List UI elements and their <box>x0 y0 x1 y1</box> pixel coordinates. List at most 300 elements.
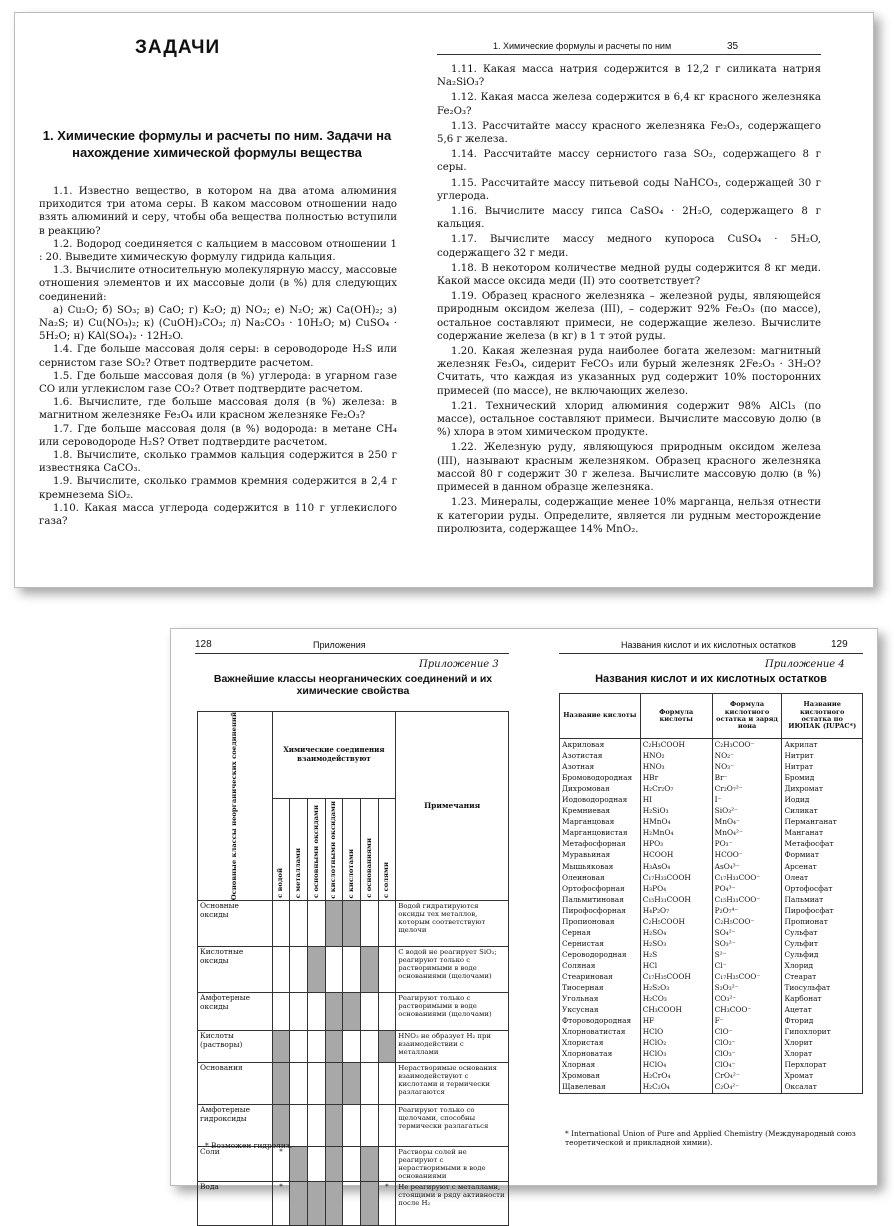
shaded-cell <box>290 1182 308 1226</box>
shaded-cell <box>343 993 361 1031</box>
acid-name: Тиосерная <box>560 982 641 993</box>
anion-name: Фторид <box>782 1015 863 1026</box>
table-row <box>560 805 863 816</box>
acid-name: Сероводородная <box>560 949 641 960</box>
problems-column-right <box>437 63 821 538</box>
page-number: 35 <box>727 41 739 52</box>
empty-cell <box>272 901 290 947</box>
anion-formula: S₂O₃²⁻ <box>712 982 782 993</box>
problem-paragraph: 1.4. Где больше массовая доля серы: в сероводороде H₂S или сернистом газе SO₂? Ответ подтвердите расчетом. <box>39 344 397 369</box>
acid-formula: H₂S₂O₃ <box>640 982 712 993</box>
problem-paragraph: 1.15. Рассчитайте массу питьевой соды NaHCO₃, содержащей 30 г углерода. <box>437 177 821 202</box>
acid-formula: HMnO₄ <box>640 816 712 827</box>
problem-paragraph: 1.10. Какая масса углерода содержится в 110 г углекислого газа? <box>39 502 397 528</box>
table-row <box>560 894 863 905</box>
acid-formula: HCl <box>640 960 712 971</box>
left-page-128 <box>171 629 525 1208</box>
empty-cell <box>272 947 290 993</box>
shaded-cell <box>343 1063 361 1105</box>
row-name: Основания <box>198 1063 273 1105</box>
anion-name: Пропионат <box>782 916 863 927</box>
sub-header-cell <box>325 798 343 901</box>
corner-header: Основные классы неорганических соединений <box>230 712 239 901</box>
acid-formula: HF <box>640 1015 712 1026</box>
acid-name: Стеариновая <box>560 971 641 982</box>
acid-formula: H₂SO₄ <box>640 927 712 938</box>
acid-name: Олеиновая <box>560 872 641 883</box>
problem-paragraph: 1.5. Где больше массовая доля (в %) углерода: в угарном газе CO или углекислом газе CO₂? Ответ подтвердите расчетом. <box>39 370 397 396</box>
anion-formula: C₁₇H₃₃COO⁻ <box>712 872 782 883</box>
anion-formula: NO₃⁻ <box>712 761 782 772</box>
acid-formula: C₁₇H₃₅COOH <box>640 971 712 982</box>
empty-cell <box>343 947 361 993</box>
sub-header-label: с основными оксидами <box>311 805 320 899</box>
classes-table-body <box>198 901 509 1226</box>
acid-formula: H₂Cr₂O₇ <box>640 783 712 794</box>
empty-cell <box>378 993 396 1031</box>
empty-cell <box>290 993 308 1031</box>
table-row <box>198 901 509 947</box>
empty-cell <box>378 1147 396 1182</box>
acid-formula: HBr <box>640 772 712 783</box>
problem-paragraph: 1.22. Железную руду, являющуюся природным оксидом железа (III), называют красным железняком. Образец красного железняка массой 80 г содержит 30 г железа. Вычислите массовую долю (в %) примесей в данном образце железняка. <box>437 442 821 494</box>
shaded-cell <box>325 1182 343 1226</box>
anion-name: Хлорат <box>782 1048 863 1059</box>
table-row <box>560 761 863 772</box>
problem-paragraph: 1.18. В некотором количестве медной руды содержится 8 кг меди. Какой массе оксида меди (II) это соответствует? <box>437 262 821 288</box>
acid-formula: HCOOH <box>640 849 712 860</box>
table-row <box>560 1026 863 1037</box>
acid-formula: HI <box>640 794 712 805</box>
anion-name: Перхлорат <box>782 1059 863 1070</box>
acids-table-body <box>560 739 863 1094</box>
empty-cell <box>378 901 396 947</box>
shaded-cell <box>343 901 361 947</box>
acid-formula: H₂S <box>640 949 712 960</box>
empty-cell: * <box>272 1182 290 1226</box>
sub-header-cell <box>272 798 290 901</box>
anion-name: Сульфит <box>782 938 863 949</box>
column-header: Формула кислотного остатка и заряд иона <box>712 694 782 739</box>
table-row <box>198 1031 509 1063</box>
table-row <box>560 739 863 751</box>
anion-formula: PO₃⁻ <box>712 838 782 849</box>
empty-cell <box>290 1063 308 1105</box>
anion-formula: C₁₇H₃₅COO⁻ <box>712 971 782 982</box>
anion-formula: S²⁻ <box>712 949 782 960</box>
anion-formula: ClO⁻ <box>712 1026 782 1037</box>
anion-name: Карбонат <box>782 993 863 1004</box>
table-footnote: * International Union of Pure and Applied Chemistry (Международный союз теоретической и прикладной химии). <box>565 1129 856 1147</box>
corner-header-cell <box>198 712 273 901</box>
acid-name: Бромоводородная <box>560 772 641 783</box>
empty-cell <box>290 1031 308 1063</box>
empty-cell <box>343 1031 361 1063</box>
problem-paragraph: 1.13. Рассчитайте массу красного железняка Fe₂O₃, содержащего 5,6 г железа. <box>437 120 821 146</box>
acid-name: Марганцовая <box>560 816 641 827</box>
acid-name: Кремниевая <box>560 805 641 816</box>
acid-name: Угольная <box>560 993 641 1004</box>
appendix-label: Приложение 3 <box>419 659 499 670</box>
anion-name: Хлорид <box>782 960 863 971</box>
anion-formula: MnO₄⁻ <box>712 816 782 827</box>
shaded-cell <box>360 947 378 993</box>
appendix-title: Названия кислот и их кислотных остатков <box>595 673 827 685</box>
table-row <box>560 927 863 938</box>
anion-name: Арсенат <box>782 861 863 872</box>
shaded-cell: * <box>378 1182 396 1226</box>
row-note: Не реагируют с металлами, стоящими в ряду активности после H₂ <box>396 1182 509 1226</box>
table-row <box>560 883 863 894</box>
row-note: Реагируют только с растворимыми в воде основаниями (щелочами) <box>396 993 509 1031</box>
problem-paragraph: 1.9. Вычислите, сколько граммов кремния содержится в 2,4 г кремнезема SiO₂. <box>39 476 397 501</box>
page-number: 128 <box>195 639 212 650</box>
problem-paragraph: 1.7. Где больше массовая доля (в %) водорода: в метане CH₄ или сероводороде H₂S? Ответ подтвердите расчетом. <box>39 423 397 448</box>
anion-name: Формиат <box>782 849 863 860</box>
row-note: HNO₃ не образует H₂ при взаимодействии с металлами <box>396 1031 509 1063</box>
sub-header-label: с кислотными оксидами <box>329 800 338 899</box>
running-head: 1. Химические формулы и расчеты по ним <box>493 41 672 51</box>
empty-cell <box>343 1182 361 1226</box>
section-title: 1. Химические формулы и расчеты по ним. Задачи на нахождение химической формулы вещества <box>42 128 392 160</box>
empty-cell <box>343 1105 361 1147</box>
problem-paragraph: 1.3. Вычислите относительную молекулярную массу, массовые отношения элементов и их массовые доли (в %) для следующих соединений: <box>39 265 397 303</box>
acid-name: Ортофосфорная <box>560 883 641 894</box>
acid-formula: HNO₂ <box>640 750 712 761</box>
acid-name: Акриловая <box>560 739 641 751</box>
anion-formula: ClO₂⁻ <box>712 1037 782 1048</box>
problem-paragraph: 1.14. Рассчитайте массу сернистого газа SO₂, содержащего 8 г серы. <box>437 149 821 174</box>
acid-name: Пропионовая <box>560 916 641 927</box>
header-rule <box>437 54 821 55</box>
table-row <box>198 947 509 993</box>
appendix-label: Приложение 4 <box>765 659 845 670</box>
anion-name: Гипохлорит <box>782 1026 863 1037</box>
group-header: Химические соединения взаимодействуют <box>272 712 396 799</box>
row-note: Растворы солей не реагируют с нерастворимыми в воде основаниями <box>396 1147 509 1182</box>
anion-name: Манганат <box>782 827 863 838</box>
column-header: Формула кислоты <box>640 694 712 739</box>
empty-cell <box>378 947 396 993</box>
anion-name: Нитрит <box>782 750 863 761</box>
anion-formula: Br⁻ <box>712 772 782 783</box>
anion-name: Олеат <box>782 872 863 883</box>
problem-paragraph: а) Cu₂O; б) SO₃; в) CaO; г) K₂O; д) NO₂; е) N₂O; ж) Ca(OH)₂; з) Na₂S; и) Cu(NO₃)₂; к) (CuOH)₂CO₃; л) Na₂CO₃ · 10H₂O; м) CuSO₄ · 5H₂O; н) KAl(SO₄)₂ · 12H₂O. <box>39 304 397 343</box>
acid-name: Щавелевая <box>560 1081 641 1093</box>
acid-formula: C₁₅H₃₁COOH <box>640 894 712 905</box>
table-row <box>560 916 863 927</box>
table-row <box>198 1063 509 1105</box>
empty-cell <box>290 947 308 993</box>
acid-name: Сернистая <box>560 938 641 949</box>
acid-formula: H₂CO₃ <box>640 993 712 1004</box>
anion-formula: Cl⁻ <box>712 960 782 971</box>
table-row <box>560 872 863 883</box>
shaded-cell <box>307 1182 325 1226</box>
table-footnote: * Возможен гидролиз. <box>205 1141 293 1150</box>
sub-header-cell <box>307 798 325 901</box>
row-note: Реагируют только со щелочами, способны термически разлагаться <box>396 1105 509 1147</box>
acid-formula: H₂C₂O₄ <box>640 1081 712 1093</box>
acids-table-header <box>560 694 863 739</box>
table-row <box>198 1182 509 1226</box>
table-row <box>560 816 863 827</box>
book-spread-appendices <box>170 628 878 1208</box>
acid-formula: HClO <box>640 1026 712 1037</box>
anion-name: Дихромат <box>782 783 863 794</box>
acid-formula: C₂H₅COOH <box>640 916 712 927</box>
table-row <box>560 982 863 993</box>
row-name: Вода <box>198 1182 273 1226</box>
shaded-cell <box>290 1147 308 1182</box>
problem-paragraph: 1.8. Вычислите, сколько граммов кальция содержится в 250 г известняка CaCO₃. <box>39 450 397 475</box>
row-name: Соли <box>198 1147 273 1182</box>
anion-formula: Cr₂O₇²⁻ <box>712 783 782 794</box>
anion-formula: AsO₄³⁻ <box>712 861 782 872</box>
problem-paragraph: 1.16. Вычислите массу гипса CaSO₄ · 2H₂O, содержащего 8 г кальция. <box>437 206 821 231</box>
empty-cell <box>307 901 325 947</box>
anion-formula: CrO₄²⁻ <box>712 1070 782 1081</box>
empty-cell <box>307 993 325 1031</box>
table-row <box>560 849 863 860</box>
acid-formula: H₂MnO₄ <box>640 827 712 838</box>
table-row <box>198 993 509 1031</box>
row-name: Кислотные оксиды <box>198 947 273 993</box>
anion-formula: SiO₃²⁻ <box>712 805 782 816</box>
acid-formula: HClO₂ <box>640 1037 712 1048</box>
problem-paragraph: 1.20. Какая железная руда наиболее богата железом: магнитный железняк Fe₃O₄, сидерит FeCO₃ или бурый железняк 2Fe₂O₃ · 3H₂O? Считать, что каждая из указанных руд содержит 10% посторонних примесей (по массе), не включающих железо. <box>437 346 821 397</box>
shaded-cell <box>360 1182 378 1226</box>
acid-name: Дихромовая <box>560 783 641 794</box>
shaded-cell <box>325 1105 343 1147</box>
acid-name: Соляная <box>560 960 641 971</box>
acid-name: Хромовая <box>560 1070 641 1081</box>
anion-formula: I⁻ <box>712 794 782 805</box>
acid-formula: HPO₃ <box>640 838 712 849</box>
right-page-129 <box>525 629 877 1185</box>
sub-header-label: с основаниями <box>364 838 373 899</box>
table-row <box>560 1048 863 1059</box>
anion-name: Хромат <box>782 1070 863 1081</box>
empty-cell <box>360 993 378 1031</box>
table-row <box>560 838 863 849</box>
table-row <box>198 1147 509 1182</box>
empty-cell <box>360 1105 378 1147</box>
anion-formula: PO₄³⁻ <box>712 883 782 894</box>
acid-name: Марганцовистая <box>560 827 641 838</box>
table-row <box>560 949 863 960</box>
anion-name: Сульфат <box>782 927 863 938</box>
anion-name: Хлорит <box>782 1037 863 1048</box>
acid-name: Азотная <box>560 761 641 772</box>
problem-paragraph: 1.11. Какая масса натрия содержится в 12,2 г силиката натрия Na₂SiO₃? <box>437 64 821 89</box>
anion-formula: ClO₃⁻ <box>712 1048 782 1059</box>
problem-paragraph: 1.21. Технический хлорид алюминия содержит 98% AlCl₃ (по массе), остальное составляют примеси. Вычислите массовую долю (в %) хлора в этом химическом продукте. <box>437 400 821 439</box>
empty-cell <box>307 1031 325 1063</box>
acid-formula: C₂H₃COOH <box>640 739 712 751</box>
anion-name: Бромид <box>782 772 863 783</box>
empty-cell <box>272 993 290 1031</box>
acid-formula: H₂CrO₄ <box>640 1070 712 1081</box>
anion-formula: MnO₄²⁻ <box>712 827 782 838</box>
acid-formula: HClO₄ <box>640 1059 712 1070</box>
problem-paragraph: 1.23. Минералы, содержащие менее 10% марганца, нельзя отнести к категории руды. Определите, является ли рудным месторождение пиролюзита, содержащее 14% MnO₂. <box>437 497 821 535</box>
anion-formula: CO₃²⁻ <box>712 993 782 1004</box>
left-page-34 <box>15 13 427 587</box>
row-note: Нерастворимые основания взаимодействуют с кислотами и термически разлагаются <box>396 1063 509 1105</box>
row-name: Амфотерные гидроксиды <box>198 1105 273 1147</box>
running-head: Названия кислот и их кислотных остатков <box>621 640 796 650</box>
anion-formula: HCOO⁻ <box>712 849 782 860</box>
sub-header-cell <box>360 798 378 901</box>
anion-name: Силикат <box>782 805 863 816</box>
shaded-cell <box>272 1031 290 1063</box>
problem-paragraph: 1.12. Какая масса железа содержится в 6,4 кг красного железняка Fe₂O₃? <box>437 92 821 117</box>
notes-header: Примечания <box>396 712 509 901</box>
anion-formula: ClO₄⁻ <box>712 1059 782 1070</box>
table-row <box>560 1081 863 1093</box>
empty-cell <box>360 901 378 947</box>
acid-formula: H₂SiO₃ <box>640 805 712 816</box>
acid-name: Фтороводородная <box>560 1015 641 1026</box>
acid-name: Хлорноватистая <box>560 1026 641 1037</box>
row-name: Основные оксиды <box>198 901 273 947</box>
acid-formula: H₂SO₃ <box>640 938 712 949</box>
chapter-heading: ЗАДАЧИ <box>135 37 221 58</box>
anion-name: Пальмиат <box>782 894 863 905</box>
anion-formula: F⁻ <box>712 1015 782 1026</box>
empty-cell <box>307 1105 325 1147</box>
shaded-cell <box>325 1063 343 1105</box>
acid-name: Мышьяковая <box>560 861 641 872</box>
table-row <box>560 938 863 949</box>
shaded-cell <box>378 1031 396 1063</box>
problems-column-left <box>39 185 397 528</box>
sub-header-label: с кислотами <box>347 848 356 899</box>
problem-paragraph: 1.17. Вычислите массу медного купороса CuSO₄ · 5H₂O, содержащего 32 г меди. <box>437 234 821 259</box>
sub-header-label: с солями <box>382 862 391 899</box>
acid-formula: HNO₃ <box>640 761 712 772</box>
sub-header-cell <box>290 798 308 901</box>
shaded-cell <box>307 947 325 993</box>
row-name: Амфотерные оксиды <box>198 993 273 1031</box>
acid-formula: H₃AsO₄ <box>640 861 712 872</box>
anion-formula: C₁₅H₃₁COO⁻ <box>712 894 782 905</box>
shaded-cell <box>272 1063 290 1105</box>
table-row <box>560 1059 863 1070</box>
sub-header-cell <box>343 798 361 901</box>
acids-table <box>559 693 863 1094</box>
table-row <box>560 861 863 872</box>
shaded-cell <box>325 993 343 1031</box>
acid-name: Пирофосфорная <box>560 905 641 916</box>
anion-name: Оксалат <box>782 1081 863 1093</box>
problem-paragraph: 1.2. Водород соединяется с кальцием в массовом отношении 1 : 20. Выведите химическую формулу гидрида кальция. <box>39 238 397 264</box>
table-row <box>560 971 863 982</box>
row-name: Кислоты (растворы) <box>198 1031 273 1063</box>
shaded-cell <box>325 901 343 947</box>
table-row <box>560 827 863 838</box>
table-row <box>560 993 863 1004</box>
sub-header-label: с водой <box>276 868 285 899</box>
anion-formula: NO₂⁻ <box>712 750 782 761</box>
sub-header-cell <box>378 798 396 901</box>
empty-cell <box>290 901 308 947</box>
anion-formula: CH₃COO⁻ <box>712 1004 782 1015</box>
row-note: Водой гидратируются оксиды тех металлов, которым соответствуют щелочи <box>396 901 509 947</box>
anion-name: Ацетат <box>782 1004 863 1015</box>
appendix-title: Важнейшие классы неорганических соединений и их химические свойства <box>213 673 493 697</box>
empty-cell <box>343 1147 361 1182</box>
acid-formula: HClO₃ <box>640 1048 712 1059</box>
anion-name: Стеарат <box>782 971 863 982</box>
empty-cell <box>325 947 343 993</box>
anion-name: Тиосульфат <box>782 982 863 993</box>
acid-formula: H₃PO₄ <box>640 883 712 894</box>
anion-name: Ортофосфат <box>782 883 863 894</box>
anion-formula: C₂H₃COO⁻ <box>712 739 782 751</box>
acid-name: Хлористая <box>560 1037 641 1048</box>
table-row <box>560 1004 863 1015</box>
acid-name: Азотистая <box>560 750 641 761</box>
problem-paragraph: 1.6. Вычислите, где больше массовая доля (в %) железа: в магнитном железняке Fe₃O₄ или красном железняке Fe₂O₃? <box>39 397 397 422</box>
empty-cell <box>360 1031 378 1063</box>
anion-name: Перманганат <box>782 816 863 827</box>
anion-name: Акрилат <box>782 739 863 751</box>
acid-name: Иодоводородная <box>560 794 641 805</box>
acid-name: Метафосфорная <box>560 838 641 849</box>
table-row <box>560 905 863 916</box>
table-row <box>560 772 863 783</box>
acid-formula: CH₃COOH <box>640 1004 712 1015</box>
shaded-cell <box>325 1147 343 1182</box>
table-row <box>560 1015 863 1026</box>
anion-name: Нитрат <box>782 761 863 772</box>
empty-cell <box>378 1105 396 1147</box>
acid-formula: H₄P₂O₇ <box>640 905 712 916</box>
table-row <box>560 960 863 971</box>
empty-cell <box>307 1147 325 1182</box>
shaded-cell <box>360 1147 378 1182</box>
empty-cell <box>290 1105 308 1147</box>
anion-formula: C₂H₅COO⁻ <box>712 916 782 927</box>
anion-name: Иодид <box>782 794 863 805</box>
acid-name: Уксусная <box>560 1004 641 1015</box>
shaded-cell <box>325 1031 343 1063</box>
empty-cell <box>360 1063 378 1105</box>
header-rule <box>559 653 863 654</box>
problem-paragraph: 1.1. Известно вещество, в котором на два атома алюминия приходится три атома серы. В каком массовом отношении надо взять алюминий и серу, чтобы оба вещества полностью вступили в реакцию? <box>39 186 397 237</box>
acid-name: Хлорноватая <box>560 1048 641 1059</box>
right-page-35 <box>427 13 873 587</box>
anion-name: Сульфид <box>782 949 863 960</box>
empty-cell: * <box>272 1147 290 1182</box>
row-note: С водой не реагирует SiO₂; реагируют только с растворимыми в воде основаниями (щелочами) <box>396 947 509 993</box>
sub-header-label: с металлами <box>294 847 303 899</box>
problem-paragraph: 1.19. Образец красного железняка – железной руды, являющейся природным оксидом железа (III), – содержит 92% Fe₂O₃ (по массе), остальное составляют примеси, не содержащие железо. Вычислите содержание железа (в кг) в 1 т этой руды. <box>437 291 821 342</box>
running-head: Приложения <box>313 640 366 650</box>
anion-formula: C₂O₄²⁻ <box>712 1081 782 1093</box>
table-row <box>560 783 863 794</box>
page-number: 129 <box>831 639 848 650</box>
table-row <box>560 1037 863 1048</box>
anion-name: Метафосфат <box>782 838 863 849</box>
anion-formula: P₂O₇⁴⁻ <box>712 905 782 916</box>
anion-formula: SO₄²⁻ <box>712 927 782 938</box>
anion-name: Пирофосфат <box>782 905 863 916</box>
acid-name: Муравьиная <box>560 849 641 860</box>
table-row <box>560 794 863 805</box>
